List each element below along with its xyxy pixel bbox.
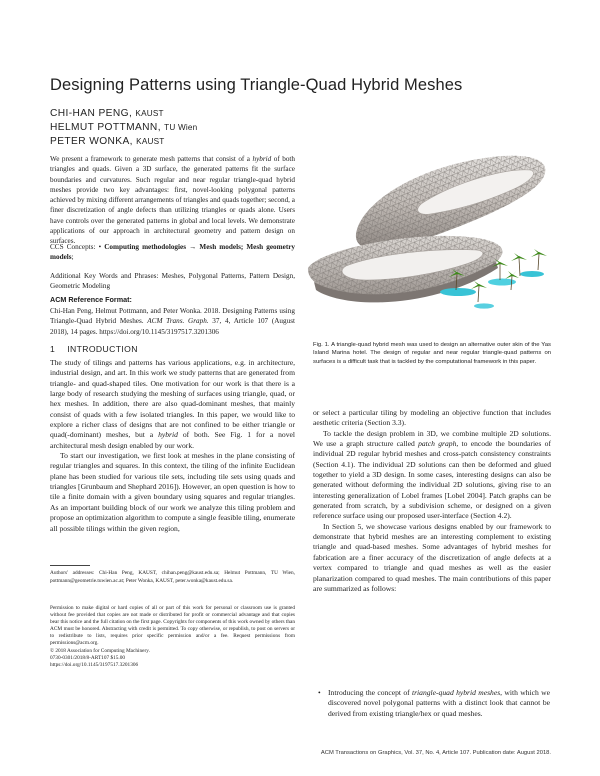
author-1 [50,108,164,119]
permission-footnote: Permission to make digital or hard copies of all or part of this work for personal or classroom use is granted without fee provided that copies are not made or distributed for profit or commercial advantage and that copies bear this notice and the full citation on the first page. Copyrights for components of this work owned by others than ACM must be honored. Abstracting with credit is permitted. To copy otherwise, or republish, to post on servers or to redistribute to lists, requires prior specific permission and/or a fee. Request permissions from permissions@acm.org. © 2018 Association for Computing Machinery. 0730-0301/2018/8-ART107 $15.00 https://doi.org/10.1145/3197517.3201306 [50,605,295,668]
paragraph: The study of tilings and patterns has various applications, e.g. in architecture, industrial design, and art. In this work we study patterns that are generated from triangle- and quad-shaped tiles. One motivation for our work is that there is a large body of research studying the meshing of surfaces using triangle, quad, or hex meshes. In addition, there are also quad-dominant meshes, that mainly consist of quads with a few isolated triangles. In this paper, we would like to explore a richer class of designs that are not confined to be either triangle or quad(-dominant) meshes, but a hybrid of both. See Fig. 1 for a novel architectural mesh design enabled by our work. [50,358,295,450]
bullet-marker: • [318,688,321,697]
author-affiliation: TU Wien [164,123,198,132]
author-2 [50,122,197,133]
pool-shape [440,288,476,296]
section-title: INTRODUCTION [67,344,138,354]
hotel-mesh-illustration [306,150,554,328]
paragraph: To start our investigation, we first look at meshes in the plane consisting of regular triangles and squares. In this context, the tiling of the infinite Euclidean plane has been studied for various tile sets, including tile sets using quads and triangles [Grunbaum and Shephard 2016]). However, an open question is how to tile a finite domain with a given boundary using squares and regular triangles. As an important building block of our work we analyze this tiling problem and propose an optimization algorithm to compute a single feasible tiling, enumerate all possible tilings within the given region, [50,451,295,533]
author-name: PETER WONKA, [50,136,133,147]
author-addresses-footnote: Authors' addresses: Chi-Han Peng, KAUST, chihan.peng@kaust.edu.sa; Helmut Pottmann, TU Wien, pottmann@geometrie.tuwien.ac.at; Peter Wonka, KAUST, peter.wonka@kaust.edu.sa. [50,570,295,584]
reference-format: Chi-Han Peng, Helmut Pottmann, and Peter Wonka. 2018. Designing Patterns using Triangle-Quad Hybrid Meshes. ACM Trans. Graph. 37, 4, Article 107 (August 2018), 14 pages. https://doi.org/10.1145/3197517.3201306 [50,307,295,336]
abstract: We present a framework to generate mesh patterns that consist of a hybrid of both triangles and quads. Given a 3D surface, the generated patterns fit the surface boundaries and curvatures. Such regular and near regular triangle-quad hybrid meshes provide two key advantages: first, novel-looking polygonal patterns achieved by mixing different arrangements of triangles and quads together; second, a finer discretization of angle defects than utilizing triangles or quads alone. Users have controls over the generated patterns in global and local levels. We demonstrate applications of our approach in architectural geometry and pattern design on surfaces. [50,155,296,246]
right-column-body [313,408,551,594]
author-affiliation: KAUST [135,109,164,118]
paragraph: or select a particular tiling by modeling an objective function that includes aesthetic criteria (Section 3.3). [313,408,551,428]
footnote-divider [50,565,90,566]
author-affiliation: KAUST [136,137,165,146]
page-footer: ACM Transactions on Graphics, Vol. 37, No. 4, Article 107. Publication date: August 2018. [320,750,551,756]
paragraph: In Section 5, we showcase various designs enabled by our framework to demonstrate that hybrid meshes are an interesting complement to existing triangle and quad-based meshes. Some advantages of hybrid meshes for fabrication are a finer accuracy of the discretization of angle defects at a vertex compared to triangle and quad meshes as well as the easier planarization compared to quad meshes. The main contributions of this paper are summarized as follows: [313,521,551,593]
figure-1-caption: Fig. 1. A triangle-quad hybrid mesh was used to design an alternative outer skin of the Yas Island Marina hotel. The design of regular and near regular triangle-quad patterns on surfaces is a difficult task that is tackled by the computational framework in this paper. [313,342,551,365]
figure-1-image [306,150,554,328]
left-column-body [50,358,295,534]
reference-format-heading: ACM Reference Format: [50,295,132,304]
author-3 [50,136,164,147]
section-number: 1 [50,344,56,354]
contribution-bullet [318,688,550,719]
author-name: HELMUT POTTMANN, [50,122,161,133]
keywords: Additional Key Words and Phrases: Meshes, Polygonal Patterns, Pattern Design, Geometric Modeling [50,272,295,291]
ccs-concepts: CCS Concepts: • Computing methodologies → Mesh models; Mesh geometry models; [50,243,295,262]
author-name: CHI-HAN PENG, [50,108,133,119]
bullet-text: Introducing the concept of triangle-quad hybrid meshes, with which we discovered novel polygonal patterns with a distinct look that cannot be derived from existing triangle/hex or quad meshes. [328,688,550,718]
paragraph: To tackle the design problem in 3D, we combine multiple 2D solutions. We use a graph structure called patch graph, to encode the boundaries of individual 2D regular hybrid meshes and cross-patch consistency constraints (Section 4.1). The individual 2D solutions can then be deformed and glued together to yield a 3D design. In some cases, interesting designs can also be generated without deforming the individual 2D solutions, giving rise to an interesting generalization of Lobel frames [Lobel 2004]. Patch graphs can be generated from scratch, by a subdivision scheme, or designed on a given reference surface using our proposed user-interface (Section 4.2). [313,428,551,521]
section-heading-introduction [50,344,150,354]
paper-title: Designing Patterns using Triangle-Quad Hybrid Meshes [50,76,463,94]
